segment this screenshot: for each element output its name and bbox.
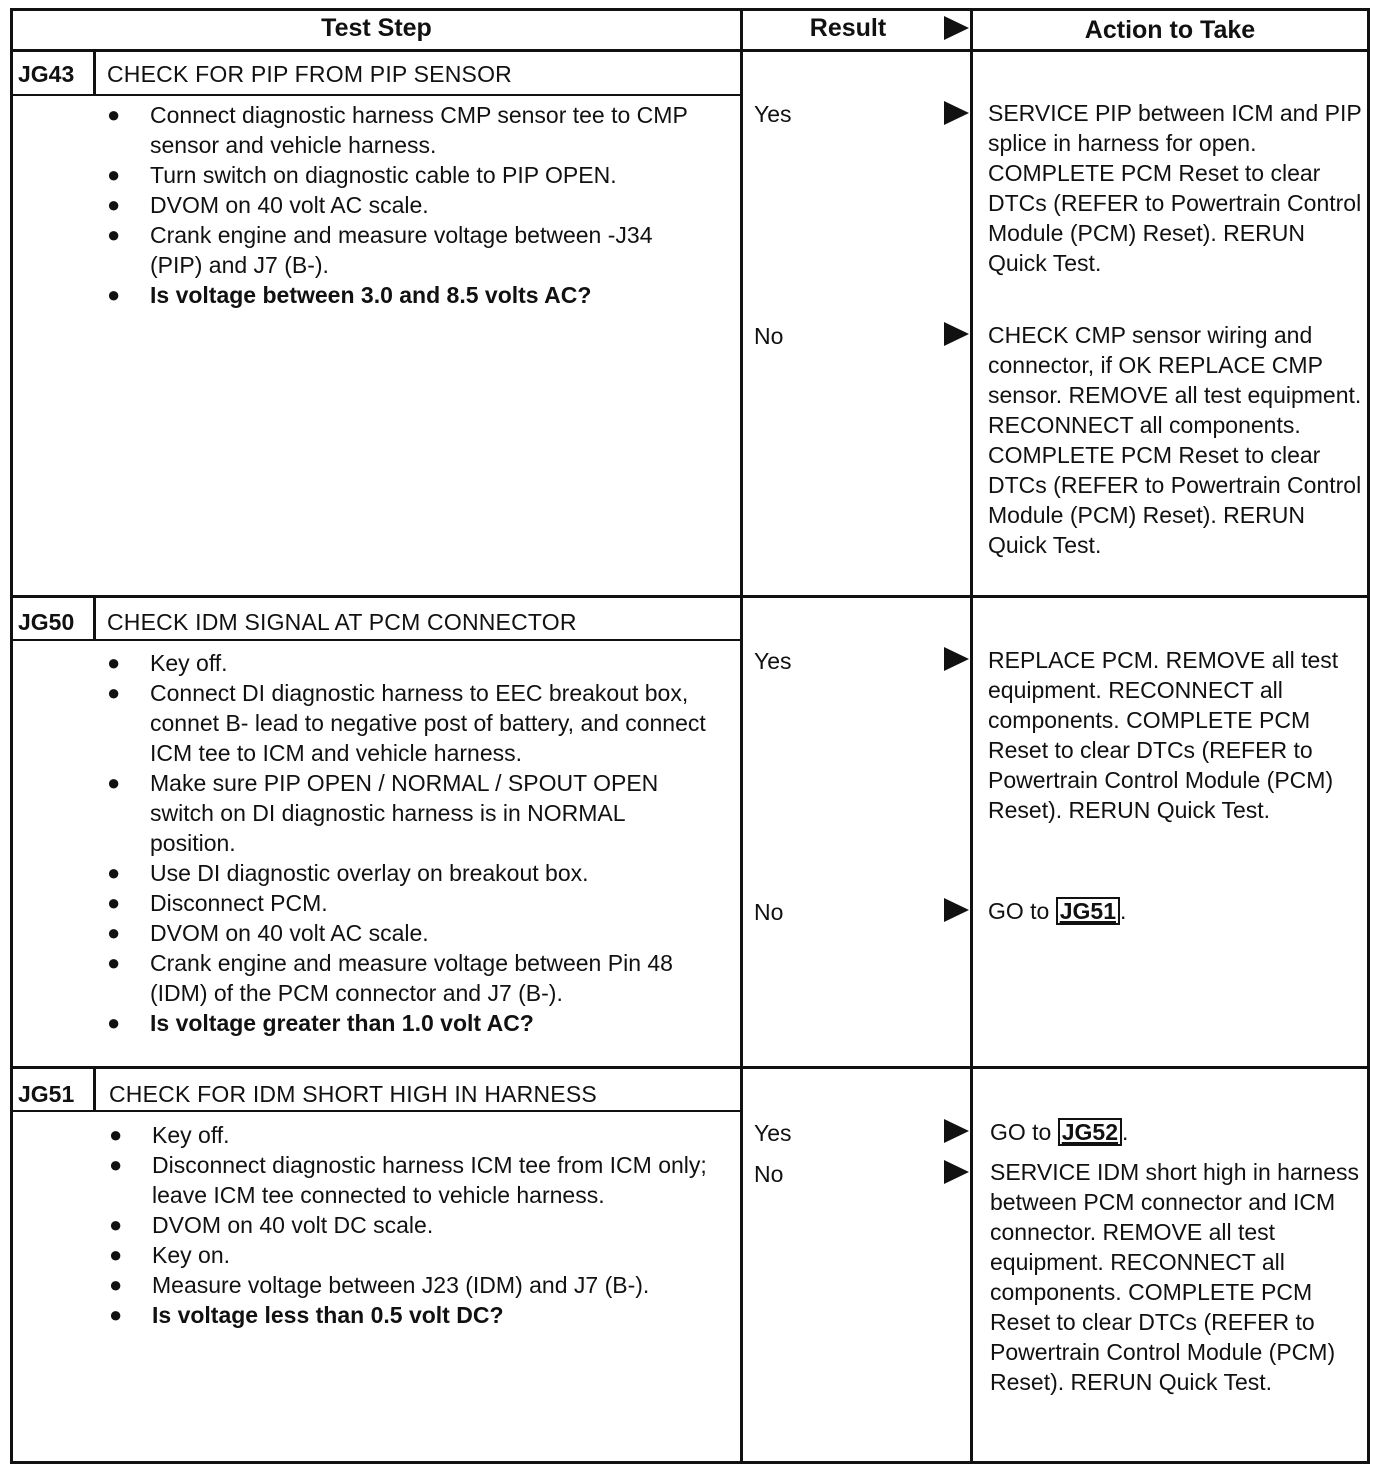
bullet-icon: ● — [107, 192, 121, 217]
action-text: REPLACE PCM. REMOVE all test equipment. RECONNECT all components. COMPLETE PCM Reset to clear DTCs (REFER to Powertrain Control Module (PCM) Reset). RERUN Quick Test. — [988, 647, 1339, 823]
test-code: JG43 — [18, 61, 75, 87]
bullet-icon: ● — [109, 1242, 123, 1267]
result-no: No — [754, 1161, 784, 1187]
action-text: SERVICE PIP between ICM and PIP splice in harness for open. COMPLETE PCM Reset to clear DTCs (REFER to Powertrain Control Module (PCM) Reset). RERUN Quick Test. — [988, 100, 1362, 276]
step-item: ● DVOM on 40 volt AC scale. — [107, 920, 429, 946]
bullet-icon: ● — [107, 222, 121, 247]
action-text: CHECK CMP sensor wiring and connector, if OK REPLACE CMP sensor. REMOVE all test equipment. RECONNECT all components. COMPLETE PCM Reset to clear DTCs (REFER to Powertrain Control Module (PCM) Reset). RERUN Quick Test. — [988, 322, 1362, 558]
result-no: No — [754, 323, 784, 349]
step-item: ● Turn switch on diagnostic cable to PIP OPEN. — [107, 162, 617, 188]
bullet-icon: ● — [107, 680, 121, 705]
bullet-icon: ● — [107, 890, 121, 915]
bullet-icon: ● — [107, 162, 121, 187]
bullet-icon: ● — [107, 950, 121, 975]
step-question: ● Is voltage between 3.0 and 8.5 volts AC? — [107, 282, 592, 308]
step-item: ● Measure voltage between J23 (IDM) and J7 (B-). — [109, 1272, 650, 1298]
test-title: CHECK FOR IDM SHORT HIGH IN HARNESS — [109, 1081, 597, 1107]
test-steps — [109, 1120, 709, 1330]
header-result: Result — [809, 14, 887, 42]
step-question: ● Is voltage greater than 1.0 volt AC? — [107, 1010, 534, 1036]
step-item: ● DVOM on 40 volt AC scale. — [107, 192, 429, 218]
action-goto: GO to JG51 . — [988, 898, 1127, 924]
step-question: ● Is voltage less than 0.5 volt DC? — [109, 1302, 504, 1328]
step-item: ● Connect diagnostic harness CMP sensor tee to CMP sensor and vehicle harness. — [107, 102, 688, 158]
action-goto: GO to JG52 . — [990, 1119, 1129, 1145]
arrow-icon — [944, 898, 969, 922]
bullet-icon: ● — [107, 920, 121, 945]
result-yes: Yes — [754, 648, 792, 674]
step-item: ● Disconnect diagnostic harness ICM tee from ICM only; leave ICM tee connected to vehicle harness. — [109, 1152, 707, 1208]
header-action: Action to Take — [1084, 16, 1256, 44]
test-steps — [107, 648, 707, 1038]
result-yes: Yes — [754, 101, 792, 127]
step-item: ● DVOM on 40 volt DC scale. — [109, 1212, 434, 1238]
header-arrow-icon — [944, 16, 969, 40]
result-yes: Yes — [754, 1120, 792, 1146]
step-item: ● Key off. — [109, 1122, 230, 1148]
bullet-icon: ● — [109, 1272, 123, 1297]
arrow-icon — [944, 647, 969, 671]
jg52-link[interactable]: JG52 — [1058, 1118, 1122, 1146]
arrow-icon — [944, 1119, 969, 1143]
bullet-icon: ● — [107, 102, 121, 127]
step-item: ● Key on. — [109, 1242, 230, 1268]
step-item: ● Crank engine and measure voltage between Pin 48 (IDM) of the PCM connector and J7 (B-). — [107, 950, 673, 1006]
test-title: CHECK FOR PIP FROM PIP SENSOR — [107, 61, 512, 87]
arrow-icon — [944, 101, 969, 125]
bullet-icon: ● — [107, 282, 121, 307]
bullet-icon: ● — [109, 1122, 123, 1147]
step-item: ● Connect DI diagnostic harness to EEC breakout box, connet B- lead to negative post of battery, and connect ICM tee to ICM and vehicle harness. — [107, 680, 706, 766]
test-code: JG51 — [18, 1081, 75, 1107]
jg51-link[interactable]: JG51 — [1056, 897, 1120, 925]
test-steps — [107, 100, 707, 310]
action-text: SERVICE IDM short high in harness between PCM connector and ICM connector. REMOVE all test equipment. RECONNECT all components. COMPLETE PCM Reset to clear DTCs (REFER to Powertrain Control Module (PCM) Reset). RERUN Quick Test. — [990, 1159, 1360, 1395]
result-no: No — [754, 899, 784, 925]
step-item: ● Crank engine and measure voltage between -J34 (PIP) and J7 (B-). — [107, 222, 653, 278]
test-code: JG50 — [18, 609, 75, 635]
header-test-step: Test Step — [321, 14, 432, 42]
step-item: ● Use DI diagnostic overlay on breakout box. — [107, 860, 589, 886]
bullet-icon: ● — [107, 650, 121, 675]
bullet-icon: ● — [109, 1152, 123, 1177]
step-item: ● Make sure PIP OPEN / NORMAL / SPOUT OPEN switch on DI diagnostic harness is in NORMAL position. — [107, 770, 659, 856]
bullet-icon: ● — [107, 860, 121, 885]
bullet-icon: ● — [109, 1212, 123, 1237]
arrow-icon — [944, 322, 969, 346]
step-item: ● Disconnect PCM. — [107, 890, 328, 916]
bullet-icon: ● — [107, 1010, 121, 1035]
arrow-icon — [944, 1160, 969, 1184]
bullet-icon: ● — [109, 1302, 123, 1327]
step-item: ● Key off. — [107, 650, 228, 676]
bullet-icon: ● — [107, 770, 121, 795]
test-title: CHECK IDM SIGNAL AT PCM CONNECTOR — [107, 609, 577, 635]
